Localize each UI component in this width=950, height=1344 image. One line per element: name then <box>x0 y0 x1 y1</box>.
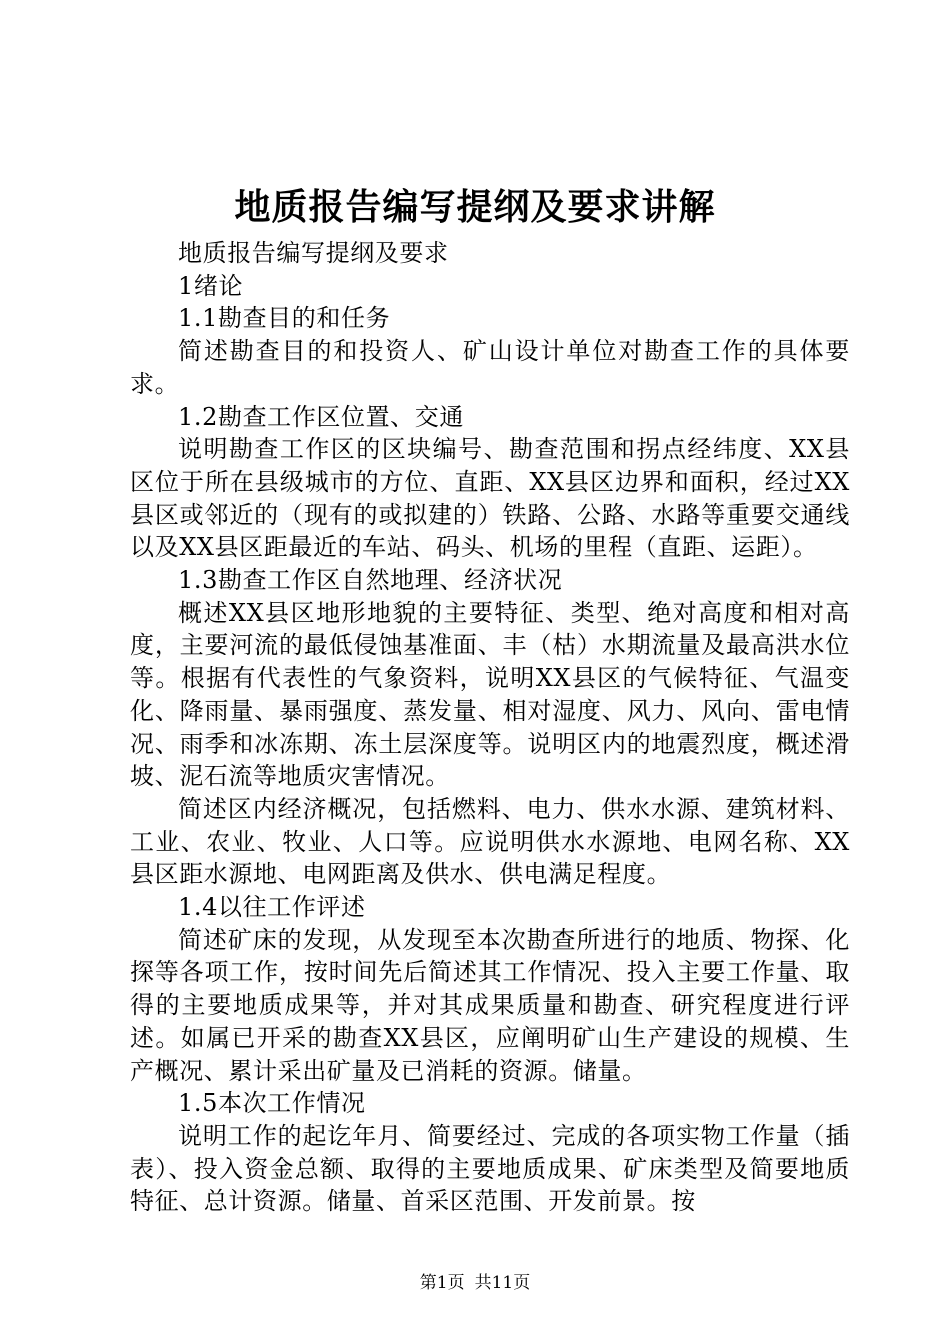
document-title: 地质报告编写提纲及要求讲解 <box>234 186 716 228</box>
heading-introduction: 1绪论 <box>178 271 244 300</box>
heading-section-1-2: 1.2勘查工作区位置、交通 <box>178 402 464 431</box>
body-paragraph: 说明勘查工作区的区块编号、勘查范围和拐点经纬度、XX县区位于所在县级城市的方位、直距、XX县区边界和面积，经过XX县区或邻近的（现有的或拟建的）铁路、公路、水路等重要交通线以及XX县区距最近的车站、码头、机场的里程（直距、运距）。 <box>130 435 850 562</box>
subtitle-paragraph: 地质报告编写提纲及要求 <box>178 239 449 267</box>
body-paragraph: 简述区内经济概况，包括燃料、电力、供水水源、建筑材料、工业、农业、牧业、人口等。应说明供水水源地、电网名称、XX县区距水源地、电网距离及供水、供电满足程度。 <box>130 794 850 889</box>
page-total: 共11页 <box>474 1273 531 1293</box>
body-paragraph: 概述XX县区地形地貌的主要特征、类型、绝对高度和相对高度，主要河流的最低侵蚀基准面、丰（枯）水期流量及最高洪水位等。根据有代表性的气象资料，说明XX县区的气候特征、气温变化、降雨量、暴雨强度、蒸发量、相对湿度、风力、风向、雷电情况、雨季和冰冻期、冻土层深度等。说明区内的地震烈度，概述滑坡、泥石流等地质灾害情况。 <box>130 598 850 791</box>
body-paragraph: 简述矿床的发现，从发现至本次勘查所进行的地质、物探、化探等各项工作，按时间先后简述其工作情况、投入主要工作量、取得的主要地质成果等，并对其成果质量和勘查、研究程度进行评述。如属已开采的勘查XX县区，应阐明矿山生产建设的规模、生产概况、累计采出矿量及已消耗的资源。储量。 <box>130 925 850 1085</box>
document-body <box>130 237 850 1218</box>
page-number: 第1页 <box>419 1273 465 1293</box>
heading-section-1-5: 1.5本次工作情况 <box>178 1089 366 1118</box>
page-footer <box>0 1272 950 1294</box>
heading-section-1-4: 1.4以往工作评述 <box>178 893 366 922</box>
heading-section-1-3: 1.3勘查工作区自然地理、经济状况 <box>178 566 563 595</box>
heading-section-1-1: 1.1勘查目的和任务 <box>178 304 391 333</box>
body-paragraph: 简述勘查目的和投资人、矿山设计单位对勘查工作的具体要求。 <box>130 337 850 398</box>
body-paragraph: 说明工作的起讫年月、简要经过、完成的各项实物工作量（插表）、投入资金总额、取得的主要地质成果、矿床类型及简要地质特征、总计资源。储量、首采区范围、开发前景。按 <box>130 1121 850 1216</box>
